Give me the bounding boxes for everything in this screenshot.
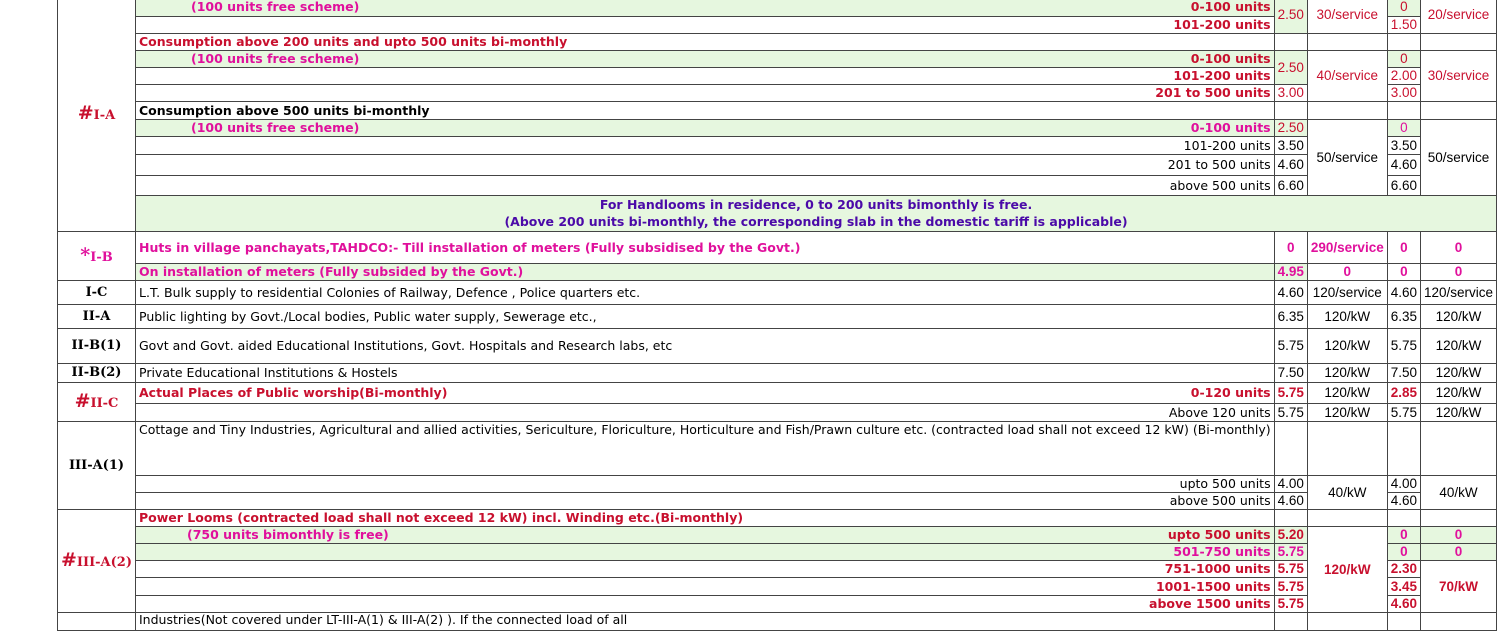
tariff-table — [57, 0, 1497, 631]
slab-cell: 101-200 units — [136, 17, 1275, 34]
category-cell: II-B(1) — [58, 329, 136, 364]
slab-cell: 101-200 units — [136, 137, 1275, 155]
rate-cell: 5.75 — [1274, 596, 1307, 613]
new-rate-cell: 4.60 — [1387, 596, 1420, 613]
new-fixed-charge-cell: 120/kW — [1421, 329, 1497, 364]
rate-cell: 5.75 — [1274, 383, 1307, 404]
description-cell: Industries(Not covered under LT-III-A(1) & III-A(2) ). If the connected load of all — [136, 613, 1275, 631]
rate-cell: 4.60 — [1274, 493, 1307, 510]
new-rate-cell: 4.60 — [1387, 493, 1420, 510]
rate-cell: 5.75 — [1274, 578, 1307, 596]
new-rate-cell: 0 — [1387, 51, 1420, 68]
rate-cell: 0 — [1274, 232, 1307, 264]
rate-cell: 4.60 — [1274, 281, 1307, 305]
new-fixed-charge-cell: 120/kW — [1421, 404, 1497, 422]
slab-cell: 751-1000 units — [136, 561, 1275, 578]
new-rate-cell: 0 — [1387, 527, 1420, 544]
slab-cell: 501-750 units — [136, 544, 1275, 561]
new-rate-cell: 3.45 — [1387, 578, 1420, 596]
slab-cell: 201 to 500 units — [136, 85, 1275, 102]
new-rate-cell: 0 — [1387, 0, 1420, 17]
fixed-charge-cell: 120/kW — [1307, 364, 1387, 383]
category-i-a: #I-A — [58, 0, 136, 232]
fixed-charge-cell: 120/kW — [1307, 329, 1387, 364]
fixed-charge-cell: 290/service — [1307, 232, 1387, 264]
fixed-charge-cell: 120/service — [1307, 281, 1387, 305]
new-fixed-charge-cell: 70/kW — [1421, 561, 1497, 613]
slab-cell: upto 500 units — [136, 476, 1275, 493]
new-fixed-charge-cell: 20/service — [1421, 0, 1497, 34]
rate-cell: 4.60 — [1274, 155, 1307, 176]
new-fixed-charge-cell: 120/kW — [1421, 383, 1497, 404]
star-marker: * — [80, 243, 91, 266]
new-fixed-charge-cell: 0 — [1421, 232, 1497, 264]
new-rate-cell: 2.85 — [1387, 383, 1420, 404]
rate-cell: 3.00 — [1274, 85, 1307, 102]
new-rate-cell: 6.60 — [1387, 176, 1420, 196]
new-fixed-charge-cell: 120/service — [1421, 281, 1497, 305]
fixed-charge-cell: 30/service — [1307, 0, 1387, 34]
description-cell: Public lighting by Govt./Local bodies, Public water supply, Sewerage etc., — [136, 305, 1275, 329]
slab-cell: above 1500 units — [136, 596, 1275, 613]
fixed-charge-cell: 120/kW — [1307, 383, 1387, 404]
fixed-charge-cell: 50/service — [1307, 120, 1387, 196]
handloom-note-line2: (Above 200 units bi-monthly, the corresponding slab in the domestic tariff is applicable) — [136, 214, 1497, 232]
new-fixed-charge-cell: 30/service — [1421, 51, 1497, 102]
description-cell: Actual Places of Public worship(Bi-monthly) 0-120 units — [136, 383, 1275, 404]
rate-cell: 5.75 — [1274, 544, 1307, 561]
category-cell — [58, 613, 136, 631]
new-rate-cell: 1.50 — [1387, 17, 1420, 34]
slab-cell: above 500 units — [136, 493, 1275, 510]
hash-marker: # — [61, 548, 77, 571]
rate-cell: 6.35 — [1274, 305, 1307, 329]
fixed-charge-cell: 120/kW — [1307, 527, 1387, 613]
rate-cell: 5.75 — [1274, 329, 1307, 364]
category-iii-a1: III-A(1) — [58, 422, 136, 510]
fixed-charge-cell: 40/service — [1307, 51, 1387, 102]
fixed-charge-cell: 120/kW — [1307, 305, 1387, 329]
new-fixed-charge-cell: 120/kW — [1421, 364, 1497, 383]
description-cell: On installation of meters (Fully subsided by the Govt.) — [136, 264, 1275, 281]
rate-cell: 6.60 — [1274, 176, 1307, 196]
new-rate-cell: 2.30 — [1387, 561, 1420, 578]
rate-cell: 4.00 — [1274, 476, 1307, 493]
section-header: Consumption above 500 units bi-monthly — [136, 102, 1275, 120]
new-rate-cell: 3.50 — [1387, 137, 1420, 155]
rate-cell: 2.50 — [1274, 51, 1307, 85]
slab-cell: (100 units free scheme) 0-100 units — [136, 51, 1275, 68]
section-header: Power Looms (contracted load shall not exceed 12 kW) incl. Winding etc.(Bi-monthly) — [136, 510, 1275, 527]
new-rate-cell: 4.60 — [1387, 155, 1420, 176]
description-cell: Cottage and Tiny Industries, Agricultural and allied activities, Sericulture, Floriculture, Horticulture and Fish/Prawn culture etc. (contracted load shall not exceed 12 kW) (Bi-monthly) — [136, 422, 1275, 476]
hash-marker: # — [74, 389, 91, 412]
category-ii-c: #II-C — [58, 383, 136, 422]
slab-cell: (750 units bimonthly is free) upto 500 units — [136, 527, 1275, 544]
new-rate-cell: 0 — [1387, 232, 1420, 264]
slab-cell: above 500 units — [136, 176, 1275, 196]
new-rate-cell: 4.00 — [1387, 476, 1420, 493]
category-cell: II-B(2) — [58, 364, 136, 383]
hash-marker: # — [77, 101, 94, 124]
description-cell: Huts in village panchayats,TAHDCO:- Till installation of meters (Fully subsidised by the Govt.) — [136, 232, 1275, 264]
new-rate-cell: 7.50 — [1387, 364, 1420, 383]
fixed-charge-cell: 40/kW — [1307, 476, 1387, 510]
description-cell: Private Educational Institutions & Hostels — [136, 364, 1275, 383]
slab-cell: Above 120 units — [136, 404, 1275, 422]
category-cell: I-C — [58, 281, 136, 305]
new-fixed-charge-cell: 0 — [1421, 527, 1497, 544]
rate-cell: 7.50 — [1274, 364, 1307, 383]
handloom-note-line1: For Handlooms in residence, 0 to 200 units bimonthly is free. — [136, 196, 1497, 214]
new-rate-cell: 5.75 — [1387, 404, 1420, 422]
slab-cell: (100 units free scheme) 0-100 units — [136, 0, 1275, 17]
description-cell: L.T. Bulk supply to residential Colonies of Railway, Defence , Police quarters etc. — [136, 281, 1275, 305]
rate-cell: 2.50 — [1274, 120, 1307, 137]
new-rate-cell: 5.75 — [1387, 329, 1420, 364]
new-fixed-charge-cell: 40/kW — [1421, 476, 1497, 510]
new-fixed-charge-cell: 0 — [1421, 264, 1497, 281]
rate-cell: 4.95 — [1274, 264, 1307, 281]
new-rate-cell: 0 — [1387, 544, 1420, 561]
new-fixed-charge-cell: 0 — [1421, 544, 1497, 561]
slab-cell: 101-200 units — [136, 68, 1275, 85]
slab-cell: 201 to 500 units — [136, 155, 1275, 176]
rate-cell: 5.20 — [1274, 527, 1307, 544]
fixed-charge-cell: 0 — [1307, 264, 1387, 281]
new-rate-cell: 6.35 — [1387, 305, 1420, 329]
new-fixed-charge-cell: 120/kW — [1421, 305, 1497, 329]
slab-cell: (100 units free scheme) 0-100 units — [136, 120, 1275, 137]
new-rate-cell: 2.00 — [1387, 68, 1420, 85]
category-cell: II-A — [58, 305, 136, 329]
rate-cell: 5.75 — [1274, 404, 1307, 422]
new-rate-cell: 0 — [1387, 264, 1420, 281]
fixed-charge-cell: 120/kW — [1307, 404, 1387, 422]
category-i-b: *I-B — [58, 232, 136, 281]
section-header: Consumption above 200 units and upto 500 units bi-monthly — [136, 34, 1275, 51]
slab-cell: 1001-1500 units — [136, 578, 1275, 596]
new-fixed-charge-cell: 50/service — [1421, 120, 1497, 196]
new-rate-cell: 4.60 — [1387, 281, 1420, 305]
rate-cell: 2.50 — [1274, 0, 1307, 34]
rate-cell: 5.75 — [1274, 561, 1307, 578]
category-iii-a2: #III-A(2) — [58, 510, 136, 613]
new-rate-cell: 0 — [1387, 120, 1420, 137]
description-cell: Govt and Govt. aided Educational Institutions, Govt. Hospitals and Research labs, etc — [136, 329, 1275, 364]
new-rate-cell: 3.00 — [1387, 85, 1420, 102]
rate-cell: 3.50 — [1274, 137, 1307, 155]
